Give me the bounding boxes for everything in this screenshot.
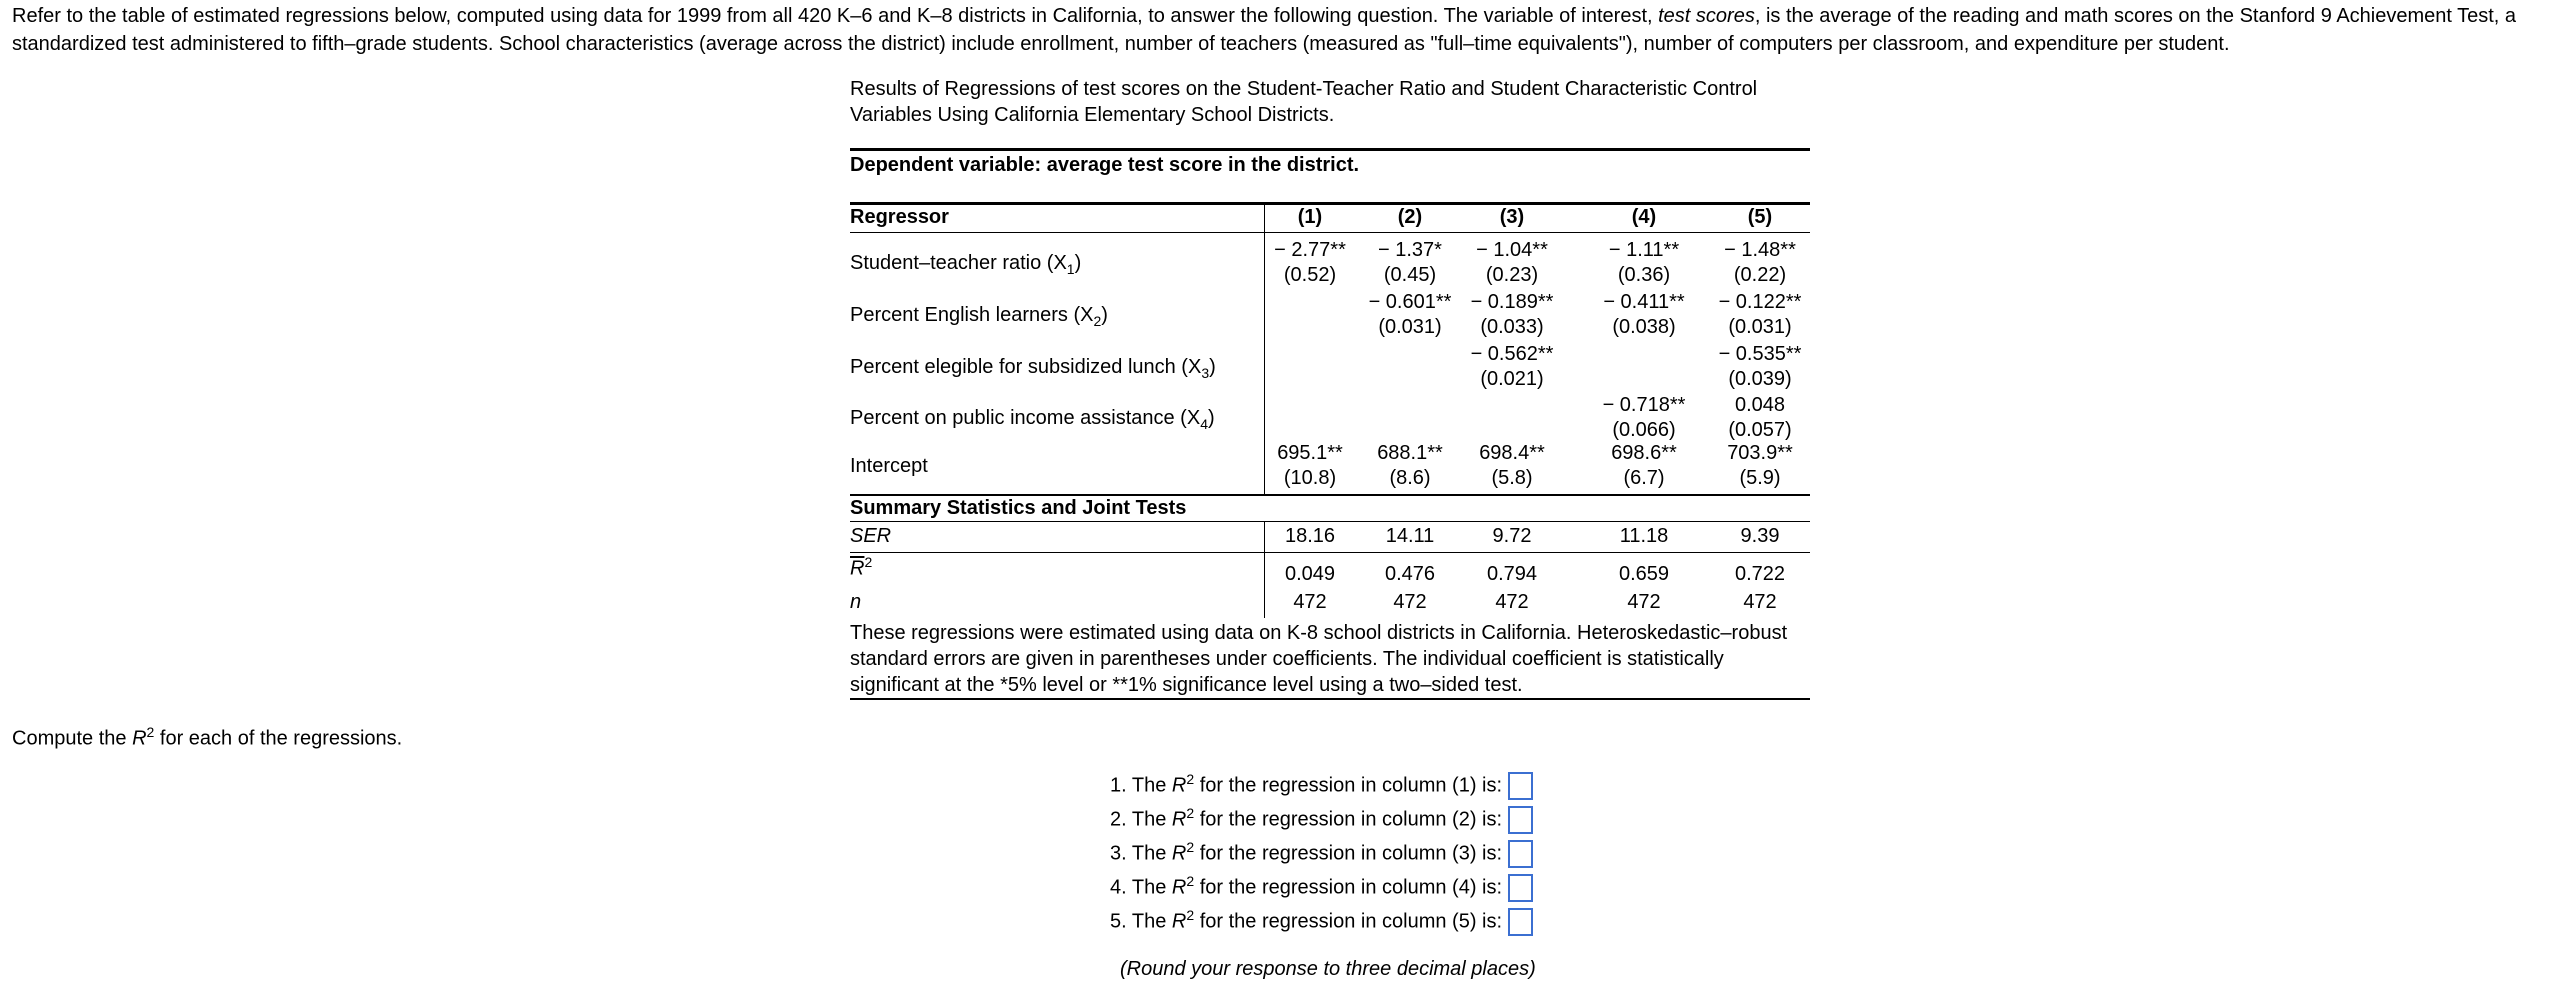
coefficient: 703.9** bbox=[1727, 442, 1793, 464]
summary-label: n bbox=[850, 591, 862, 613]
standard-error: (6.7) bbox=[1623, 467, 1665, 489]
answer-input-box[interactable] bbox=[1508, 874, 1533, 902]
question-item: 4. The $R^2$ for the regression in column (4) is: bbox=[1110, 866, 1533, 903]
row-label: Percent elegible for subsidized lunch $(X_3)$ bbox=[850, 356, 1216, 381]
question-item: 5. The $R^2$ for the regression in column (5) is: bbox=[1110, 900, 1533, 937]
row-label: Student–teacher ratio $(X_1)$ bbox=[850, 252, 1082, 277]
standard-error: (0.22) bbox=[1733, 264, 1787, 286]
column-header: (4) bbox=[1631, 206, 1657, 228]
summary-value: 14.11 bbox=[1385, 525, 1435, 547]
coefficient: − 0.601** bbox=[1368, 291, 1452, 313]
summary-value: 472 bbox=[1743, 591, 1777, 613]
coefficient: 0.048 bbox=[1734, 394, 1786, 416]
summary-mid-rule bbox=[850, 552, 1810, 553]
header-bottom-rule bbox=[850, 232, 1810, 233]
coefficient: − 1.11** bbox=[1608, 239, 1680, 261]
coefficient: − 0.189** bbox=[1470, 291, 1554, 313]
summary-value: 472 bbox=[1627, 591, 1661, 613]
rounding-note: (Round your response to three decimal places) bbox=[1120, 958, 1536, 980]
summary-value: 9.39 bbox=[1740, 525, 1780, 547]
standard-error: (0.031) bbox=[1378, 316, 1442, 338]
standard-error: (8.6) bbox=[1389, 467, 1431, 489]
standard-error: (10.8) bbox=[1283, 467, 1337, 489]
row-label: Percent on public income assistance $(X_4)$ bbox=[850, 407, 1215, 432]
standard-error: (0.23) bbox=[1485, 264, 1539, 286]
coefficient: − 0.718** bbox=[1602, 394, 1686, 416]
coefficient: − 1.37* bbox=[1378, 239, 1442, 261]
coefficient: 698.4** bbox=[1479, 442, 1545, 464]
table-note: These regressions were estimated using data on K-8 school districts in California. Heteroskedastic–robust standard errors are given in parentheses under coefficients. The individual coefficient is statistically significant at the *5% level or **1% significance level using a two–sided test. bbox=[850, 622, 1788, 696]
column-header: (1) bbox=[1297, 206, 1323, 228]
question-intro: Refer to the table of estimated regressions below, computed using data for 1999 from all 420 K–6 and K–8 districts in California, to answer the following question. The variable of interest, test scores, is the average of the reading and math scores on the Stanford 9 Achievement Test, a standardized test administered to fifth–grade students. School characteristics (average across the district) include enrollment, number of teachers (measured as "full–time equivalents"), number of computers per classroom, and expenditure per student. bbox=[12, 5, 2517, 55]
coefficient: 688.1** bbox=[1377, 442, 1443, 464]
summary-value: 0.722 bbox=[1734, 563, 1786, 585]
standard-error: (0.057) bbox=[1728, 419, 1792, 441]
row-label: Intercept bbox=[850, 455, 928, 477]
coefficient: − 2.77** bbox=[1274, 239, 1346, 261]
summary-value: 0.049 bbox=[1284, 563, 1336, 585]
row-label: Percent English learners $(X_2)$ bbox=[850, 304, 1108, 329]
coefficient: − 1.04** bbox=[1476, 239, 1548, 261]
summary-value: 0.659 bbox=[1618, 563, 1670, 585]
column-header: (3) bbox=[1499, 206, 1525, 228]
coefficient: 698.6** bbox=[1611, 442, 1677, 464]
standard-error: (0.45) bbox=[1383, 264, 1437, 286]
standard-error: (0.038) bbox=[1612, 316, 1676, 338]
standard-error: (0.021) bbox=[1480, 368, 1544, 390]
coefficient: − 1.48** bbox=[1724, 239, 1796, 261]
coefficient: 695.1** bbox=[1277, 442, 1343, 464]
column-header: (5) bbox=[1747, 206, 1773, 228]
summary-value: 472 bbox=[1293, 591, 1327, 613]
answer-input-box[interactable] bbox=[1508, 840, 1533, 868]
summary-label: SER bbox=[850, 525, 892, 547]
coefficient: − 0.562** bbox=[1470, 343, 1554, 365]
answer-input-box[interactable] bbox=[1508, 806, 1533, 834]
standard-error: (5.8) bbox=[1491, 467, 1533, 489]
standard-error: (0.039) bbox=[1728, 368, 1792, 390]
summary-header-rule bbox=[850, 521, 1810, 522]
column-header: (2) bbox=[1397, 206, 1423, 228]
summary-label: $\overline{R}^2$ bbox=[850, 554, 873, 580]
coefficient: − 0.535** bbox=[1718, 343, 1802, 365]
bottom-rule bbox=[850, 698, 1810, 700]
answer-input-box[interactable] bbox=[1508, 908, 1533, 936]
standard-error: (0.066) bbox=[1612, 419, 1676, 441]
table-title: Results of Regressions of test scores on the Student-Teacher Ratio and Student Characteristic Control Variables Using California Elementary School Districts. bbox=[850, 78, 1758, 126]
standard-error: (5.9) bbox=[1739, 467, 1781, 489]
summary-value: 9.72 bbox=[1492, 525, 1532, 547]
question-item: 3. The $R^2$ for the regression in column (3) is: bbox=[1110, 832, 1533, 869]
standard-error: (0.36) bbox=[1617, 264, 1671, 286]
summary-value: 0.476 bbox=[1384, 563, 1436, 585]
compute-instruction: Compute the $R^2$ for each of the regressions. bbox=[12, 724, 403, 750]
standard-error: (0.033) bbox=[1480, 316, 1544, 338]
summary-value: 11.18 bbox=[1619, 525, 1669, 547]
coefficient: − 0.411** bbox=[1603, 291, 1685, 313]
summary-header: Summary Statistics and Joint Tests bbox=[850, 497, 1187, 519]
question-item: 1. The $R^2$ for the regression in column (1) is: bbox=[1110, 764, 1533, 801]
dependent-variable: Dependent variable: average test score in the district. bbox=[850, 154, 1360, 176]
standard-error: (0.52) bbox=[1283, 264, 1337, 286]
top-rule bbox=[850, 148, 1810, 151]
coefficient: − 0.122** bbox=[1718, 291, 1802, 313]
regressor-header: Regressor bbox=[850, 206, 949, 228]
answer-input-box[interactable] bbox=[1508, 772, 1533, 800]
summary-value: 472 bbox=[1495, 591, 1529, 613]
standard-error: (0.031) bbox=[1728, 316, 1792, 338]
summary-value: 0.794 bbox=[1486, 563, 1538, 585]
summary-value: 18.16 bbox=[1284, 525, 1336, 547]
summary-value: 472 bbox=[1393, 591, 1427, 613]
question-item: 2. The $R^2$ for the regression in column (2) is: bbox=[1110, 798, 1533, 835]
